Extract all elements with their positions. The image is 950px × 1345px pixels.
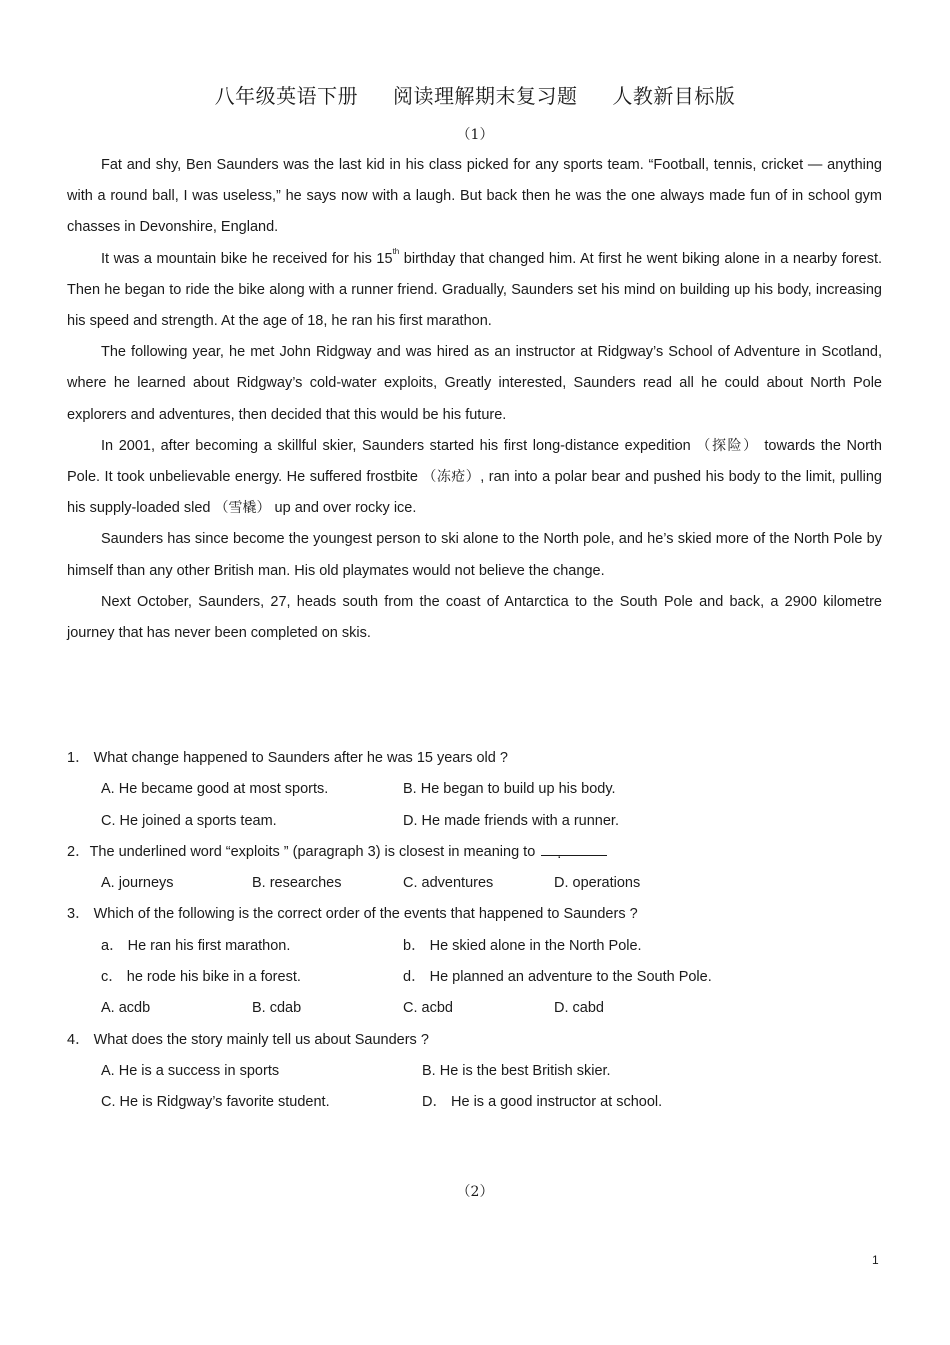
- question-2-option-b[interactable]: B. researches: [252, 875, 342, 892]
- question-1-option-b[interactable]: B. He began to build up his body.: [403, 781, 616, 798]
- paragraph-4-text-b: towards the North Pole. It took unbelievable energy. He suffered frostbite: [67, 437, 882, 486]
- question-3-option-a[interactable]: A. acdb: [101, 1000, 151, 1017]
- question-2-stem: [67, 837, 882, 868]
- question-4-option-a[interactable]: A. He is a success in sports: [101, 1062, 280, 1079]
- question-3-option-c[interactable]: C. acbd: [403, 1000, 453, 1017]
- question-2-option-a[interactable]: A. journeys: [101, 875, 174, 892]
- question-2-options: [67, 868, 882, 899]
- question-3-events-row-1: [67, 931, 882, 962]
- question-3-event-c: c． he rode his bike in a forest.: [101, 969, 301, 986]
- gloss-sled: （雪橇）: [214, 500, 271, 517]
- answer-blank-mark: .: [557, 845, 562, 862]
- question-1-option-c[interactable]: C. He joined a sports team.: [101, 812, 277, 829]
- title-part-topic: 阅读理解期末复习题: [393, 84, 578, 108]
- question-1-option-d[interactable]: D. He made friends with a runner.: [403, 812, 619, 829]
- question-4-options-row-2: [67, 1087, 882, 1118]
- question-1-option-a[interactable]: A. He became good at most sports.: [101, 781, 329, 798]
- question-2-option-d[interactable]: D. operations: [554, 875, 641, 892]
- answer-blank[interactable]: [541, 839, 607, 862]
- paragraph-2-text-b: birthday that changed him. At first he went biking alone in a nearby forest. Then he began to ride the bike along with a runner friend. Gradually, Saunders set his mind on building up his body, increasing his speed and strength. At the age of 18, he ran his first marathon.: [67, 250, 883, 330]
- reading-passage: [67, 150, 882, 649]
- section-1-label: （1）: [456, 127, 494, 143]
- paragraph-4-text-c: , ran into a polar bear and pushed his body to the limit, pulling his supply-loaded sled: [67, 469, 882, 517]
- paragraph-6: Next October, Saunders, 27, heads south from the coast of Antarctica to the South Pole and back, a 2900 kilometre journey that has never been completed on skis.: [67, 593, 882, 642]
- question-4-options-row-1: [67, 1056, 882, 1087]
- paragraph-2-text-a: It was a mountain bike he received for his 15: [101, 250, 393, 267]
- paragraph-4: [67, 431, 882, 525]
- title-part-grade: 八年级英语下册: [214, 84, 359, 108]
- question-4-stem: 4． What does the story mainly tell us about Saunders ?: [67, 1031, 429, 1048]
- section-2-label: （2）: [456, 1184, 494, 1200]
- question-3-stem: 3． Which of the following is the correct order of the events that happened to Saunders ?: [67, 906, 638, 923]
- question-3-option-d[interactable]: D. cabd: [554, 1000, 604, 1017]
- question-4-option-b[interactable]: B. He is the best British skier.: [422, 1062, 611, 1079]
- paragraph-3: The following year, he met John Ridgway and was hired as an instructor at Ridgway’s School of Adventure in Scotland, where he learned about Ridgway’s cold-water exploits, Greatly interested, Saunders read all he could about North Pole explorers and adventures, then decided that this would be his future.: [67, 344, 882, 423]
- ordinal-suffix: th: [392, 246, 400, 256]
- gloss-expedition: （探险）: [696, 437, 759, 454]
- paragraph-4-text-d: up and over rocky ice.: [270, 500, 417, 517]
- paragraph-4-text-a: In 2001, after becoming a skillful skier, Saunders started his first long-distance expedition: [101, 437, 697, 454]
- paragraph-1: Fat and shy, Ben Saunders was the last kid in his class picked for any sports team. “Football, tennis, cricket — anything with a round ball, I was useless,” he says now with a laugh. But back then he was the one always made fun of in school gym chasses in Devonshire, England.: [67, 157, 882, 236]
- question-3-event-b: b． He skied alone in the North Pole.: [403, 937, 642, 954]
- document-title: [0, 80, 950, 109]
- question-2-option-c[interactable]: C. adventures: [403, 875, 494, 892]
- question-list: [67, 743, 882, 1119]
- page-number: 1: [872, 1253, 879, 1267]
- question-2-text: 2．The underlined word “exploits ” (paragraph 3) is closest in meaning to: [67, 843, 536, 860]
- question-3-events-row-2: [67, 962, 882, 993]
- question-1-options-row-2: [67, 806, 882, 837]
- gloss-frostbite: （冻疮）: [422, 469, 481, 486]
- question-3-event-d: d． He planned an adventure to the South Pole.: [403, 969, 712, 986]
- question-3-options: [67, 993, 882, 1024]
- title-part-edition: 人教新目标版: [612, 84, 736, 108]
- question-1-options-row-1: [67, 774, 882, 805]
- question-3-event-a: a． He ran his first marathon.: [101, 937, 291, 954]
- paragraph-5: Saunders has since become the youngest person to ski alone to the North pole, and he’s skied more of the North Pole by himself than any other British man. His old playmates would not believe the change.: [67, 531, 882, 579]
- question-4-option-d[interactable]: D． He is a good instructor at school.: [422, 1094, 663, 1111]
- question-4-option-c[interactable]: C. He is Ridgway’s favorite student.: [101, 1094, 330, 1111]
- question-1-stem: 1． What change happened to Saunders after he was 15 years old ?: [67, 750, 508, 766]
- paragraph-2: [67, 244, 882, 338]
- question-3-option-b[interactable]: B. cdab: [252, 1000, 302, 1017]
